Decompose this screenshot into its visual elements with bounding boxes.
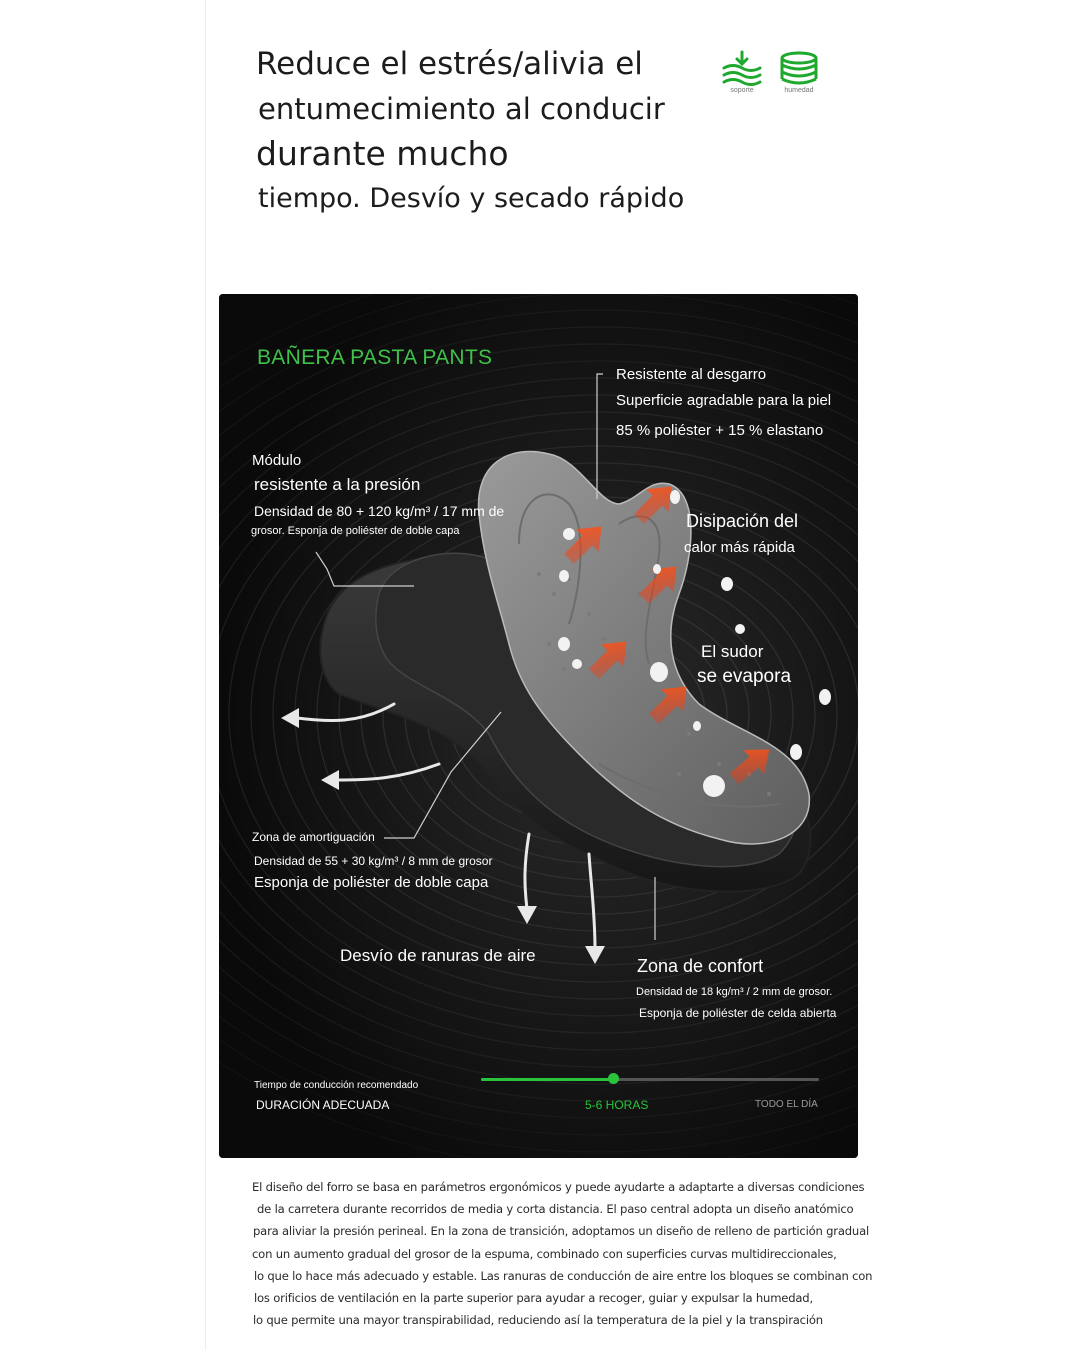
comfort-material: Esponja de poliéster de celda abierta <box>639 1006 837 1020</box>
duration-label: Tiempo de conducción recomendado <box>254 1080 419 1091</box>
module-material: grosor. Esponja de poliéster de doble capa <box>251 525 460 537</box>
heat-title: Disipación del <box>686 511 799 531</box>
comfort-title: Zona de confort <box>637 956 764 976</box>
description <box>252 1176 873 1331</box>
humidity-icon <box>777 50 821 86</box>
description-line: El diseño del forro se basa en parámetros ergonómicos y puede ayudarte a adaptarte a diversas condiciones <box>252 1180 865 1194</box>
humidity-caption: humedad <box>784 87 814 94</box>
support-caption: soporte <box>730 87 754 94</box>
page-divider <box>205 0 206 1350</box>
duration-fill <box>481 1078 613 1081</box>
feature-text: 85 % poliéster + 15 % elastano <box>616 422 824 439</box>
module-spec: Densidad de 80 + 120 kg/m³ / 17 mm de <box>254 503 505 519</box>
cushion-title: Zona de amortiguación <box>252 830 375 844</box>
support-feature <box>717 50 767 94</box>
comfort-spec: Densidad de 18 kg/m³ / 2 mm de grosor. <box>636 986 833 998</box>
duration-max: TODO EL DÍA <box>755 1099 818 1110</box>
product-panel <box>219 294 858 1158</box>
duration-marker <box>608 1073 619 1084</box>
headline-line: entumecimiento al conducir <box>258 92 665 126</box>
sweat-subtitle: se evapora <box>697 666 792 687</box>
description-line: con un aumento gradual del grosor de la espuma, combinado con superficies curvas multidireccionales, <box>252 1246 837 1261</box>
humidity-feature <box>774 50 824 94</box>
panel-title: BAÑERA PASTA PANTS <box>257 346 493 369</box>
cushion-spec: Densidad de 55 + 30 kg/m³ / 8 mm de grosor <box>254 854 493 868</box>
description-line: de la carretera durante recorridos de media y corta distancia. El paso central adopta un diseño anatómico <box>257 1202 854 1217</box>
sweat-title: El sudor <box>701 642 764 661</box>
description-line: lo que lo hace más adecuado y estable. Las ranuras de conducción de aire entre los bloques se combinan con <box>254 1268 873 1283</box>
feature-text: Resistente al desgarro <box>616 366 767 383</box>
module-subtitle: resistente a la presión <box>254 475 421 494</box>
headline-line: tiempo. Desvío y secado rápido <box>258 183 685 214</box>
description-line: lo que permite una mayor transpirabilidad, reduciendo así la temperatura de la piel y la transpiración <box>253 1313 823 1328</box>
heat-subtitle: calor más rápida <box>684 539 795 556</box>
airflow-label: Desvío de ranuras de aire <box>340 946 536 965</box>
duration-current: 5-6 HORAS <box>585 1098 649 1112</box>
duration-name: DURACIÓN ADECUADA <box>256 1098 390 1112</box>
headline <box>256 42 716 222</box>
headline-line: durante mucho <box>256 134 509 173</box>
feature-text: Superficie agradable para la piel <box>616 392 832 409</box>
module-title: Módulo <box>252 452 302 469</box>
description-line: los orificios de ventilación en la parte superior para ayudar a recoger, guiar y expulsar la humedad, <box>254 1291 813 1306</box>
support-icon <box>720 50 764 86</box>
headline-line: Reduce el estrés/alivia el <box>256 46 643 82</box>
description-line: para aliviar la presión perineal. En la zona de transición, adoptamos un diseño de relleno de partición gradual <box>253 1224 869 1239</box>
cushion-material: Esponja de poliéster de doble capa <box>254 874 489 891</box>
